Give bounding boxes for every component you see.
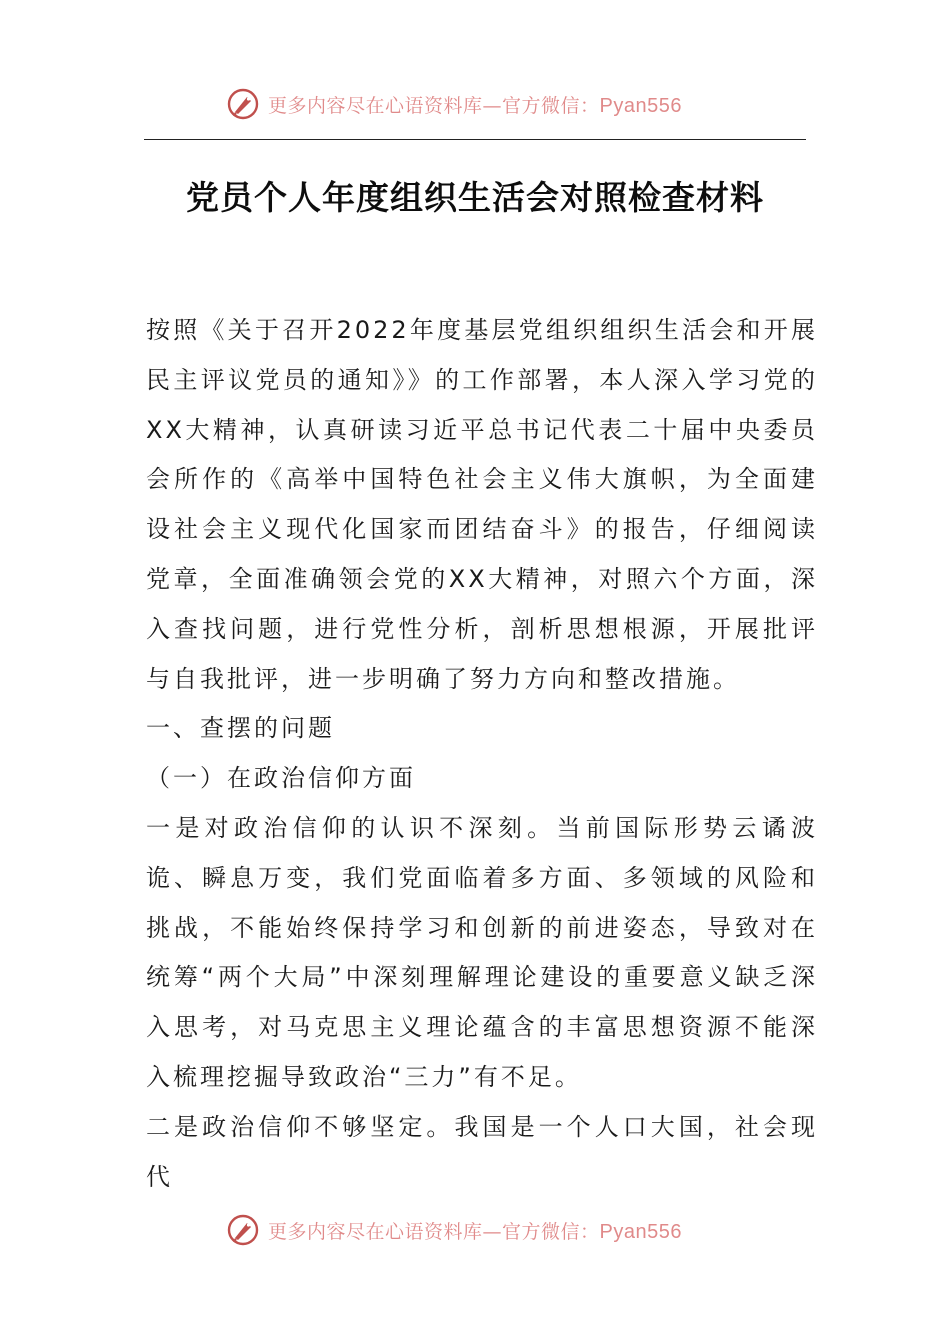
subsection-heading: （一）在政治信仰方面	[146, 764, 416, 793]
section-heading: 一、查摆的问题	[146, 714, 335, 743]
watermark-header	[226, 86, 682, 122]
watermark-text: 更多内容尽在心语资料库—官方微信：Pyan556	[268, 1220, 682, 1243]
document-body	[146, 306, 818, 1202]
watermark-footer	[226, 1212, 682, 1248]
header-divider	[144, 139, 806, 140]
body-paragraph: 二是政治信仰不够坚定。我国是一个人口大国，社会现代	[146, 1112, 818, 1191]
pen-nib-icon	[226, 87, 260, 121]
pen-nib-icon	[226, 1213, 260, 1247]
watermark-text: 更多内容尽在心语资料库—官方微信：Pyan556	[268, 94, 682, 117]
intro-paragraph: 按照《关于召开2022年度基层党组织组织生活会和开展民主评议党员的通知》》的工作部署，本人深入学习党的XX大精神，认真研读习近平总书记代表二十届中央委员会所作的《高举中国特色社会主义伟大旗帜，为全面建设社会主义现代化国家而团结奋斗》的报告，仔细阅读党章，全面准确领会党的XX大精神，对照六个方面，深入查找问题，进行党性分析，剖析思想根源，开展批评与自我批评，进一步明确了努力方向和整改措施。	[146, 316, 818, 693]
body-paragraph: 一是对政治信仰的认识不深刻。当前国际形势云谲波诡、瞬息万变，我们党面临着多方面、多领域的风险和挑战，不能始终保持学习和创新的前进姿态，导致对在统筹“两个大局”中深刻理解理论建设的重要意义缺乏深入思考，对马克思主义理论蕴含的丰富思想资源不能深入梳理挖掘导致政治“三力”有不足。	[146, 813, 818, 1091]
document-title: 党员个人年度组织生活会对照检查材料	[186, 178, 764, 217]
